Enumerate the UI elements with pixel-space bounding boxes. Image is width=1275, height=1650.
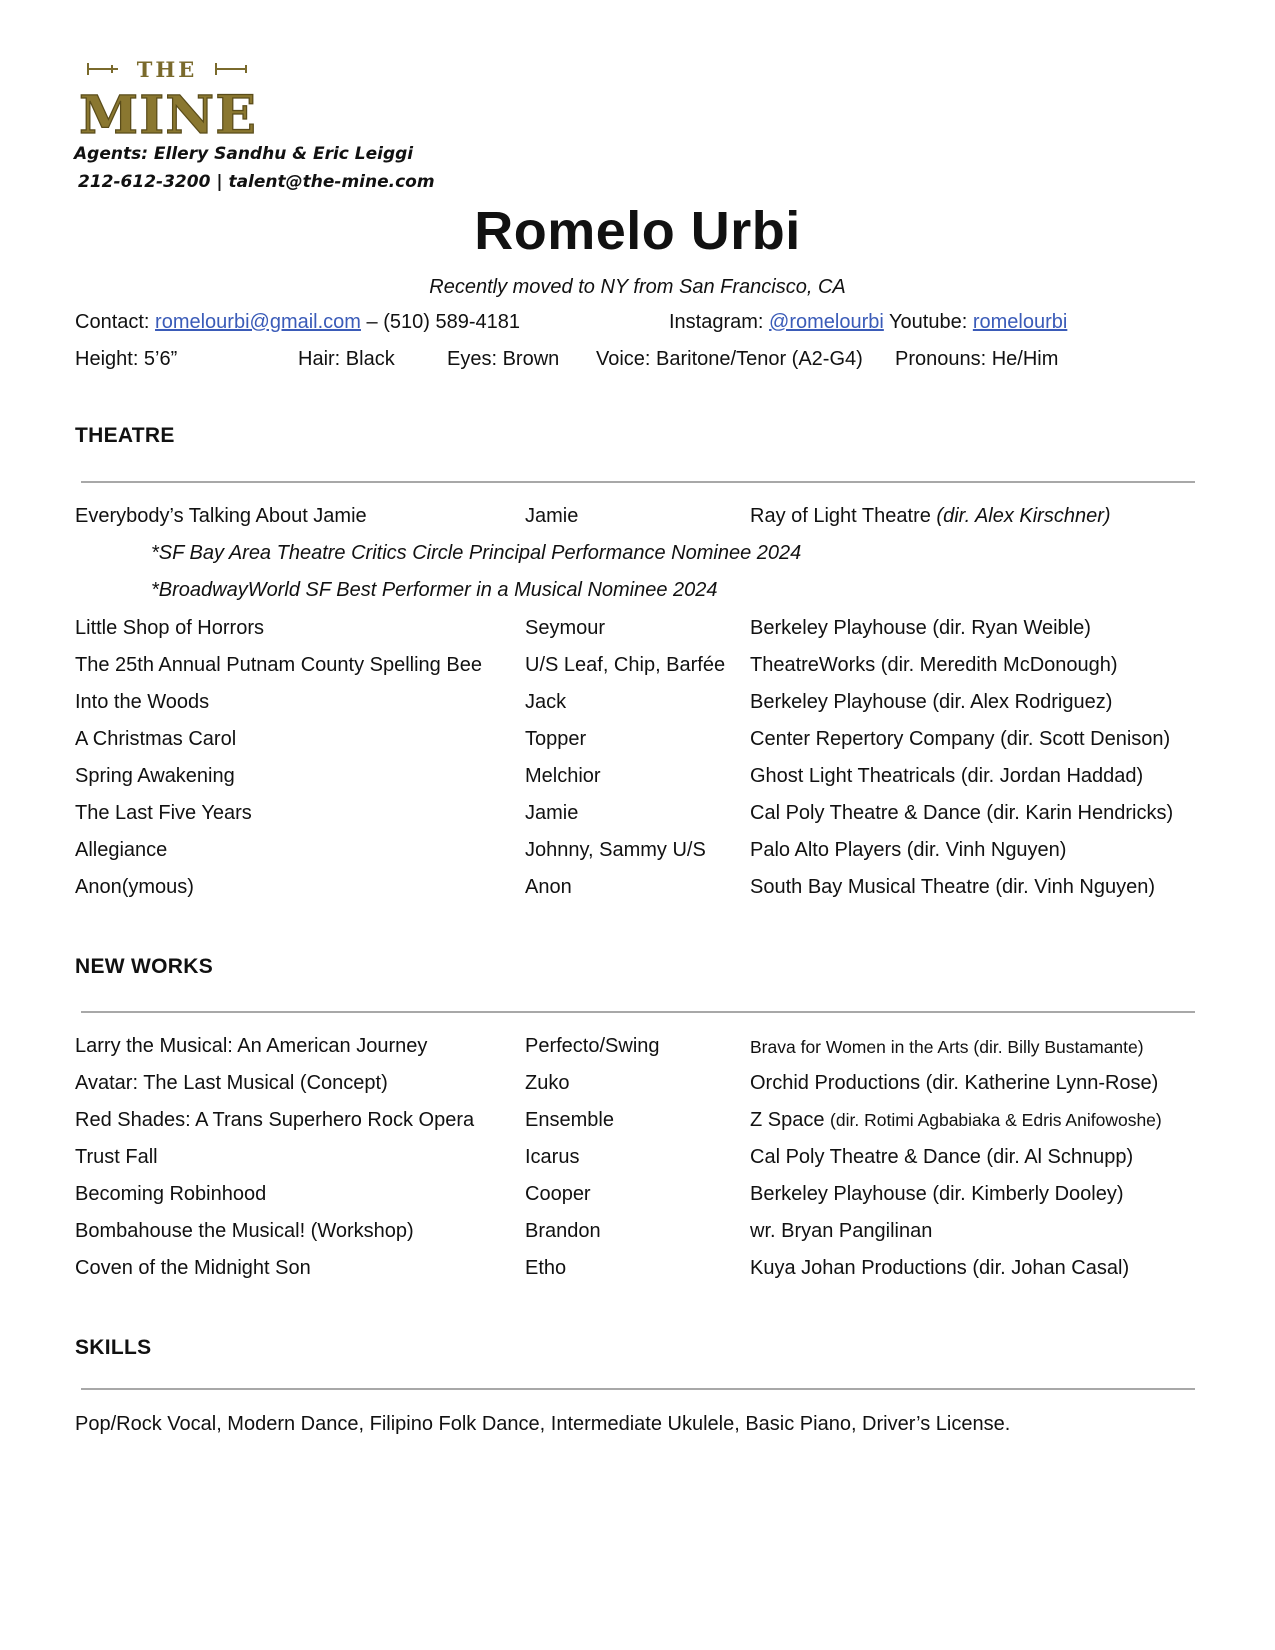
credit-company: Berkeley Playhouse (dir. Kimberly Dooley): [750, 1183, 1124, 1205]
stat-pronouns: Pronouns: He/Him: [895, 348, 1059, 370]
performer-name: Romelo Urbi: [474, 201, 801, 261]
credit-title: Red Shades: A Trans Superhero Rock Opera: [75, 1109, 475, 1131]
credit-row: [0, 1146, 1275, 1176]
agency-contact-line: 212-612-3200 | talent@the-mine.com: [78, 172, 435, 192]
credit-role: Jamie: [525, 802, 579, 824]
credit-title: Becoming Robinhood: [75, 1183, 267, 1205]
credit-row: [0, 1220, 1275, 1250]
stat-hair: Hair: Black: [298, 348, 395, 370]
phone-text: – (510) 589-4181: [366, 311, 520, 333]
credit-row: [0, 802, 1275, 832]
agency-logo: [76, 56, 266, 138]
instagram-link[interactable]: @romelourbi: [769, 311, 884, 333]
credit-title: Allegiance: [75, 839, 168, 861]
credit-title: The 25th Annual Putnam County Spelling Bee: [75, 654, 482, 676]
credit-company: Berkeley Playhouse (dir. Alex Rodriguez): [750, 691, 1113, 713]
credit-row: [0, 765, 1275, 795]
award-note: *BroadwayWorld SF Best Performer in a Musical Nominee 2024: [151, 579, 718, 601]
skills-list: Pop/Rock Vocal, Modern Dance, Filipino Folk Dance, Intermediate Ukulele, Basic Piano, Driver’s License.: [75, 1413, 1011, 1435]
credit-role: Perfecto/Swing: [525, 1035, 660, 1057]
credit-role: Seymour: [525, 617, 606, 639]
director-credit: (dir. Alex Kirschner): [936, 505, 1111, 527]
youtube-label: Youtube:: [889, 311, 968, 333]
performer-subtitle: Recently moved to NY from San Francisco, CA: [429, 276, 846, 298]
credit-row: [0, 1072, 1275, 1102]
credit-row: [0, 654, 1275, 684]
credit-row: [0, 876, 1275, 906]
credit-title: Larry the Musical: An American Journey: [75, 1035, 428, 1057]
credit-company: Cal Poly Theatre & Dance (dir. Al Schnupp): [750, 1146, 1134, 1168]
credit-role: Zuko: [525, 1072, 570, 1094]
credit-company: South Bay Musical Theatre (dir. Vinh Nguyen): [750, 876, 1156, 898]
new-works-heading: NEW WORKS: [75, 955, 214, 978]
social-line: [669, 311, 1067, 334]
credit-row: [0, 839, 1275, 869]
credit-title: A Christmas Carol: [75, 728, 237, 750]
credit-row: [0, 617, 1275, 647]
credit-role: Ensemble: [525, 1109, 614, 1131]
credit-row: [0, 1183, 1275, 1213]
stat-height: Height: 5’6”: [75, 348, 178, 370]
theatre-heading: THEATRE: [75, 424, 175, 447]
credit-row: [0, 691, 1275, 721]
credit-role: Topper: [525, 728, 587, 750]
credit-company: Brava for Women in the Arts (dir. Billy Bustamante): [750, 1037, 1144, 1057]
credit-title: Spring Awakening: [75, 765, 235, 787]
credit-title: The Last Five Years: [75, 802, 252, 824]
youtube-link[interactable]: romelourbi: [972, 311, 1068, 333]
credit-row: [0, 1257, 1275, 1287]
credit-title: Little Shop of Horrors: [75, 617, 264, 639]
skills-divider: [81, 1388, 1195, 1390]
credit-title: Coven of the Midnight Son: [75, 1257, 311, 1279]
credit-role: Brandon: [525, 1220, 601, 1242]
credit-row: [0, 728, 1275, 758]
credit-row: [0, 1035, 1275, 1065]
credit-company: wr. Bryan Pangilinan: [750, 1220, 933, 1242]
credit-company: Kuya Johan Productions (dir. Johan Casal): [750, 1257, 1130, 1279]
stat-eyes: Eyes: Brown: [447, 348, 560, 370]
credit-company: Orchid Productions (dir. Katherine Lynn-Rose): [750, 1072, 1159, 1094]
agents-line: Agents: Ellery Sandhu & Eric Leiggi: [74, 144, 414, 164]
credit-title: Anon(ymous): [75, 876, 194, 898]
credit-company: [750, 1109, 1162, 1132]
credit-role: U/S Leaf, Chip, Barfée: [525, 654, 726, 676]
award-note: *SF Bay Area Theatre Critics Circle Principal Performance Nominee 2024: [151, 542, 802, 564]
credit-role: Icarus: [525, 1146, 580, 1168]
credit-row: [0, 505, 1275, 535]
credit-company: Center Repertory Company (dir. Scott Denison): [750, 728, 1171, 750]
skills-heading: SKILLS: [75, 1336, 152, 1359]
contact-label: Contact:: [75, 311, 150, 333]
theatre-divider: [81, 481, 1195, 483]
company-name: Z Space: [750, 1109, 825, 1131]
company-name: Ray of Light Theatre: [750, 505, 931, 527]
credit-title: Avatar: The Last Musical (Concept): [75, 1072, 388, 1094]
stat-voice: Voice: Baritone/Tenor (A2-G4): [596, 348, 863, 370]
credit-company: Ghost Light Theatricals (dir. Jordan Haddad): [750, 765, 1144, 787]
credit-title: Trust Fall: [75, 1146, 158, 1168]
logo-big-text: MINE: [79, 85, 257, 138]
credit-role: Anon: [525, 876, 572, 898]
credit-company: Cal Poly Theatre & Dance (dir. Karin Hendricks): [750, 802, 1174, 824]
credit-company: [750, 505, 1111, 528]
director-credit: (dir. Rotimi Agbabiaka & Edris Anifowoshe): [830, 1110, 1162, 1130]
credit-company: Palo Alto Players (dir. Vinh Nguyen): [750, 839, 1067, 861]
credit-title: Bombahouse the Musical! (Workshop): [75, 1220, 414, 1242]
new-works-divider: [81, 1011, 1195, 1013]
email-link[interactable]: romelourbi@gmail.com: [155, 311, 361, 333]
logo-small-text: THE: [136, 57, 198, 82]
credit-role: Cooper: [525, 1183, 591, 1205]
credit-title: Everybody’s Talking About Jamie: [75, 505, 367, 527]
credit-company: TheatreWorks (dir. Meredith McDonough): [750, 654, 1118, 676]
credit-role: Johnny, Sammy U/S: [525, 839, 706, 861]
credit-title: Into the Woods: [75, 691, 210, 713]
credit-role: Melchior: [525, 765, 601, 787]
instagram-label: Instagram:: [669, 311, 764, 333]
contact-line: [75, 311, 520, 334]
credit-company: Berkeley Playhouse (dir. Ryan Weible): [750, 617, 1091, 639]
credit-role: Etho: [525, 1257, 567, 1279]
credit-row: [0, 1109, 1275, 1139]
credit-role: Jamie: [525, 505, 579, 527]
credit-role: Jack: [525, 691, 567, 713]
